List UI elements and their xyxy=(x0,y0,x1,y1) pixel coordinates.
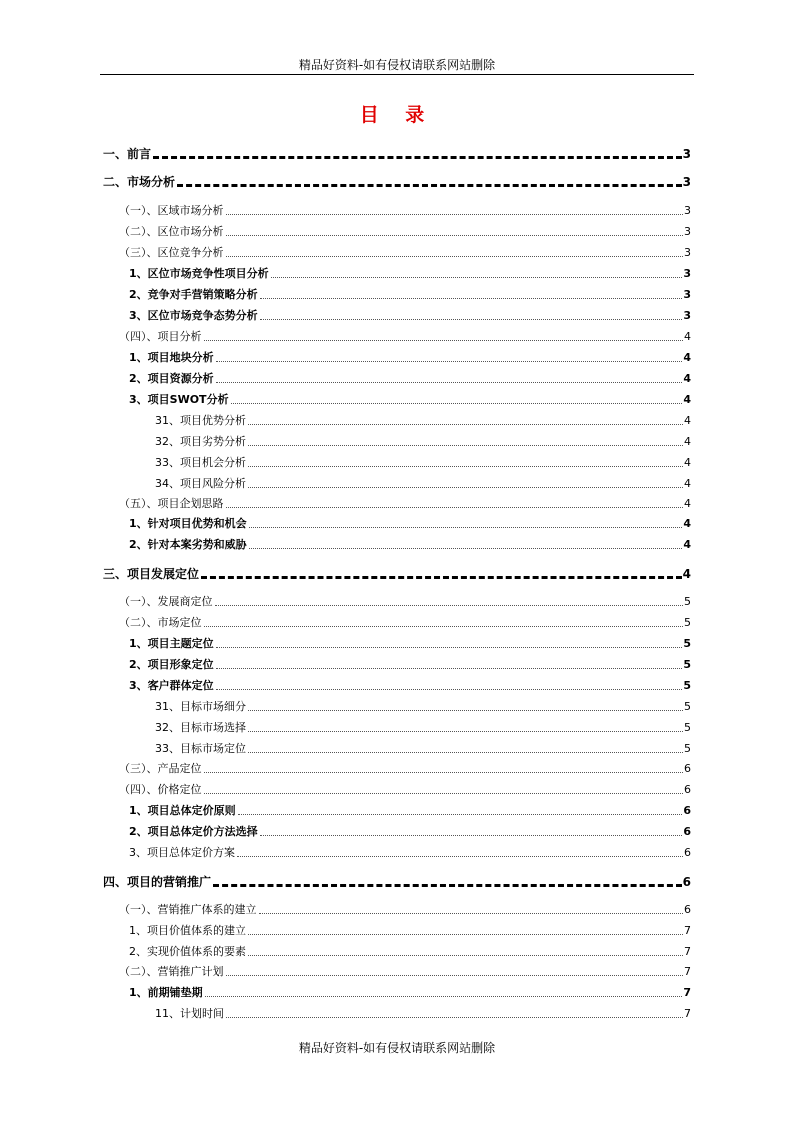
toc-entry-title: 2、项目总体定价方法选择 xyxy=(129,825,258,838)
toc-entry[interactable] xyxy=(155,433,691,449)
toc-entry[interactable] xyxy=(129,307,691,323)
toc-entry[interactable] xyxy=(129,536,691,552)
toc-entry-page: 7 xyxy=(684,1007,691,1020)
toc-entry-title: （四）、价格定位 xyxy=(119,783,202,796)
toc-leader xyxy=(237,855,683,857)
toc-entry[interactable] xyxy=(129,943,691,959)
toc-entry[interactable] xyxy=(119,593,691,609)
toc-entry[interactable] xyxy=(119,328,691,344)
toc-entry-page: 4 xyxy=(684,497,691,510)
toc-entry-page: 3 xyxy=(683,309,691,322)
page-footer: 精品好资料-如有侵权请联系网站删除 xyxy=(298,1041,496,1055)
toc-entry[interactable] xyxy=(155,454,691,470)
toc-entry-page: 7 xyxy=(684,945,691,958)
toc-leader xyxy=(216,646,683,648)
toc-entry[interactable] xyxy=(155,698,691,714)
toc-entry-title: 31、项目优势分析 xyxy=(155,414,246,427)
toc-leader xyxy=(231,402,683,404)
toc-entry[interactable] xyxy=(119,495,691,511)
toc-leader xyxy=(216,688,683,690)
toc-entry-title: （一）、区域市场分析 xyxy=(119,204,224,217)
toc-entry-page: 4 xyxy=(683,517,691,530)
toc-entry[interactable] xyxy=(129,370,691,386)
toc-entry-page: 6 xyxy=(683,825,691,838)
toc-entry[interactable] xyxy=(129,922,691,938)
toc-leader xyxy=(216,360,683,362)
toc-entry-page: 7 xyxy=(683,986,691,999)
toc-leader xyxy=(248,751,683,753)
toc-entry[interactable] xyxy=(129,635,691,651)
toc-entry-title: 1、项目地块分析 xyxy=(129,351,214,364)
toc-entry-page: 4 xyxy=(684,330,691,343)
toc-entry-page: 5 xyxy=(684,742,691,755)
toc-entry[interactable] xyxy=(103,565,691,581)
toc-entry-title: 1、项目价值体系的建立 xyxy=(129,924,246,937)
toc-entry-title: 34、项目风险分析 xyxy=(155,477,246,490)
toc-entry-title: 3、项目SWOT分析 xyxy=(129,393,229,406)
toc-entry-title: 二、市场分析 xyxy=(103,175,176,189)
toc-entry-page: 4 xyxy=(684,414,691,427)
toc-entry[interactable] xyxy=(129,844,691,860)
toc-entry-title: 33、目标市场定位 xyxy=(155,742,246,755)
toc-entry[interactable] xyxy=(129,265,691,281)
toc-entry[interactable] xyxy=(129,656,691,672)
toc-entry-page: 3 xyxy=(683,267,691,280)
toc-entry[interactable] xyxy=(103,145,691,161)
toc-entry-title: （三）、产品定位 xyxy=(119,762,202,775)
toc-entry[interactable] xyxy=(119,781,691,797)
toc-entry-page: 3 xyxy=(684,204,691,217)
toc-leader xyxy=(226,974,684,976)
toc-leader xyxy=(226,213,684,215)
toc-entry-title: （五）、项目企划思路 xyxy=(119,497,224,510)
toc-entry-page: 3 xyxy=(683,288,691,301)
toc-leader xyxy=(248,730,683,732)
toc-leader xyxy=(213,883,682,887)
toc-leader xyxy=(153,155,682,159)
toc-entry-title: 2、项目资源分析 xyxy=(129,372,214,385)
toc-entry[interactable] xyxy=(129,286,691,302)
toc-entry-title: 31、目标市场细分 xyxy=(155,700,246,713)
toc-entry[interactable] xyxy=(129,677,691,693)
toc-leader xyxy=(238,813,683,815)
toc-entry-title: （一）、营销推广体系的建立 xyxy=(119,903,257,916)
toc-leader xyxy=(248,954,683,956)
toc-title: 目 录 xyxy=(359,104,435,126)
toc-entry-page: 7 xyxy=(684,924,691,937)
toc-entry-page: 5 xyxy=(683,679,691,692)
toc-leader xyxy=(248,444,683,446)
toc-leader xyxy=(215,604,684,606)
toc-entry-title: 四、项目的营销推广 xyxy=(103,875,212,889)
toc-entry[interactable] xyxy=(119,614,691,630)
toc-entry[interactable] xyxy=(129,823,691,839)
toc-leader xyxy=(226,506,684,508)
toc-entry-page: 4 xyxy=(683,538,691,551)
toc-entry-title: 2、项目形象定位 xyxy=(129,658,214,671)
toc-entry[interactable] xyxy=(103,873,691,889)
toc-entry-page: 6 xyxy=(684,846,691,859)
toc-entry-page: 4 xyxy=(684,456,691,469)
toc-leader xyxy=(226,255,684,257)
toc-leader xyxy=(271,276,683,278)
toc-leader xyxy=(260,297,683,299)
toc-entry[interactable] xyxy=(129,349,691,365)
toc-entry-title: 1、项目主题定位 xyxy=(129,637,214,650)
toc-entry-page: 6 xyxy=(684,903,691,916)
toc-leader xyxy=(248,423,683,425)
toc-entry-page: 6 xyxy=(682,875,691,889)
toc-entry[interactable] xyxy=(155,475,691,491)
toc-leader xyxy=(177,183,682,187)
toc-entry-page: 7 xyxy=(684,965,691,978)
toc-leader xyxy=(216,667,683,669)
toc-leader xyxy=(226,234,684,236)
toc-leader xyxy=(249,526,683,528)
toc-entry-page: 3 xyxy=(682,147,691,161)
toc-leader xyxy=(248,709,683,711)
toc-entry-page: 4 xyxy=(683,351,691,364)
toc-entry-page: 5 xyxy=(684,700,691,713)
page-header: 精品好资料-如有侵权请联系网站删除 xyxy=(100,57,694,75)
toc-entry-page: 4 xyxy=(684,477,691,490)
toc-entry[interactable] xyxy=(129,802,691,818)
toc-entry-page: 5 xyxy=(684,721,691,734)
toc-entry-page: 4 xyxy=(682,567,691,581)
toc-leader xyxy=(204,625,684,627)
toc-leader xyxy=(249,547,683,549)
toc-entry-title: 1、项目总体定价原则 xyxy=(129,804,236,817)
toc-leader xyxy=(216,381,683,383)
toc-leader xyxy=(226,1016,683,1018)
toc-entry[interactable] xyxy=(119,202,691,218)
toc-entry[interactable] xyxy=(155,719,691,735)
toc-entry[interactable] xyxy=(155,1005,691,1021)
toc-leader xyxy=(201,575,682,579)
toc-leader xyxy=(204,339,684,341)
toc-entry-title: 32、项目劣势分析 xyxy=(155,435,246,448)
toc-entry[interactable] xyxy=(129,515,691,531)
toc-leader xyxy=(205,995,683,997)
toc-entry-page: 5 xyxy=(684,616,691,629)
toc-entry-title: （三）、区位竞争分析 xyxy=(119,246,224,259)
toc-entry-title: 33、项目机会分析 xyxy=(155,456,246,469)
toc-entry[interactable] xyxy=(119,963,691,979)
toc-entry-title: 1、区位市场竞争性项目分析 xyxy=(129,267,269,280)
toc-entry-title: 1、针对项目优势和机会 xyxy=(129,517,247,530)
toc-entry-title: 3、区位市场竞争态势分析 xyxy=(129,309,258,322)
toc-leader xyxy=(248,486,683,488)
toc-entry[interactable] xyxy=(103,173,691,189)
toc-entry-page: 5 xyxy=(684,595,691,608)
toc-leader xyxy=(260,318,683,320)
toc-leader xyxy=(260,834,683,836)
toc-entry-page: 4 xyxy=(684,435,691,448)
toc-entry-title: 2、实现价值体系的要素 xyxy=(129,945,246,958)
toc-entry-title: 11、计划时间 xyxy=(155,1007,224,1020)
toc-entry-title: （二）、市场定位 xyxy=(119,616,202,629)
toc-entry-title: （二）、营销推广计划 xyxy=(119,965,224,978)
toc-entry[interactable] xyxy=(119,244,691,260)
toc-entry-page: 3 xyxy=(682,175,691,189)
toc-entry[interactable] xyxy=(129,391,691,407)
toc-entry-title: 3、项目总体定价方案 xyxy=(129,846,235,859)
toc-entry-title: 一、前言 xyxy=(103,147,152,161)
toc-entry-page: 4 xyxy=(683,393,691,406)
toc-leader xyxy=(259,912,684,914)
toc-entry[interactable] xyxy=(119,223,691,239)
toc-entry-page: 5 xyxy=(683,637,691,650)
toc-entry-page: 5 xyxy=(683,658,691,671)
toc-entry-title: 1、前期铺垫期 xyxy=(129,986,203,999)
toc-entry-title: （一）、发展商定位 xyxy=(119,595,213,608)
toc-entry[interactable] xyxy=(129,984,691,1000)
toc-entry-title: 32、目标市场选择 xyxy=(155,721,246,734)
toc-entry-page: 6 xyxy=(684,762,691,775)
toc-entry-title: 三、项目发展定位 xyxy=(103,567,200,581)
toc-leader xyxy=(204,771,684,773)
toc-entry-title: （二）、区位市场分析 xyxy=(119,225,224,238)
toc-entry-page: 3 xyxy=(684,246,691,259)
toc-entry[interactable] xyxy=(119,760,691,776)
toc-entry-page: 4 xyxy=(683,372,691,385)
toc-entry-title: 2、竞争对手营销策略分析 xyxy=(129,288,258,301)
toc-leader xyxy=(248,465,683,467)
toc-entry-title: 2、针对本案劣势和威胁 xyxy=(129,538,247,551)
toc-leader xyxy=(204,792,684,794)
toc-entry[interactable] xyxy=(119,901,691,917)
toc-leader xyxy=(248,933,683,935)
toc-entry[interactable] xyxy=(155,412,691,428)
toc-entry-page: 6 xyxy=(683,804,691,817)
toc-entry[interactable] xyxy=(155,740,691,756)
toc-entry-title: 3、客户群体定位 xyxy=(129,679,214,692)
toc-entry-title: （四）、项目分析 xyxy=(119,330,202,343)
toc-entry-page: 3 xyxy=(684,225,691,238)
toc-entry-page: 6 xyxy=(684,783,691,796)
